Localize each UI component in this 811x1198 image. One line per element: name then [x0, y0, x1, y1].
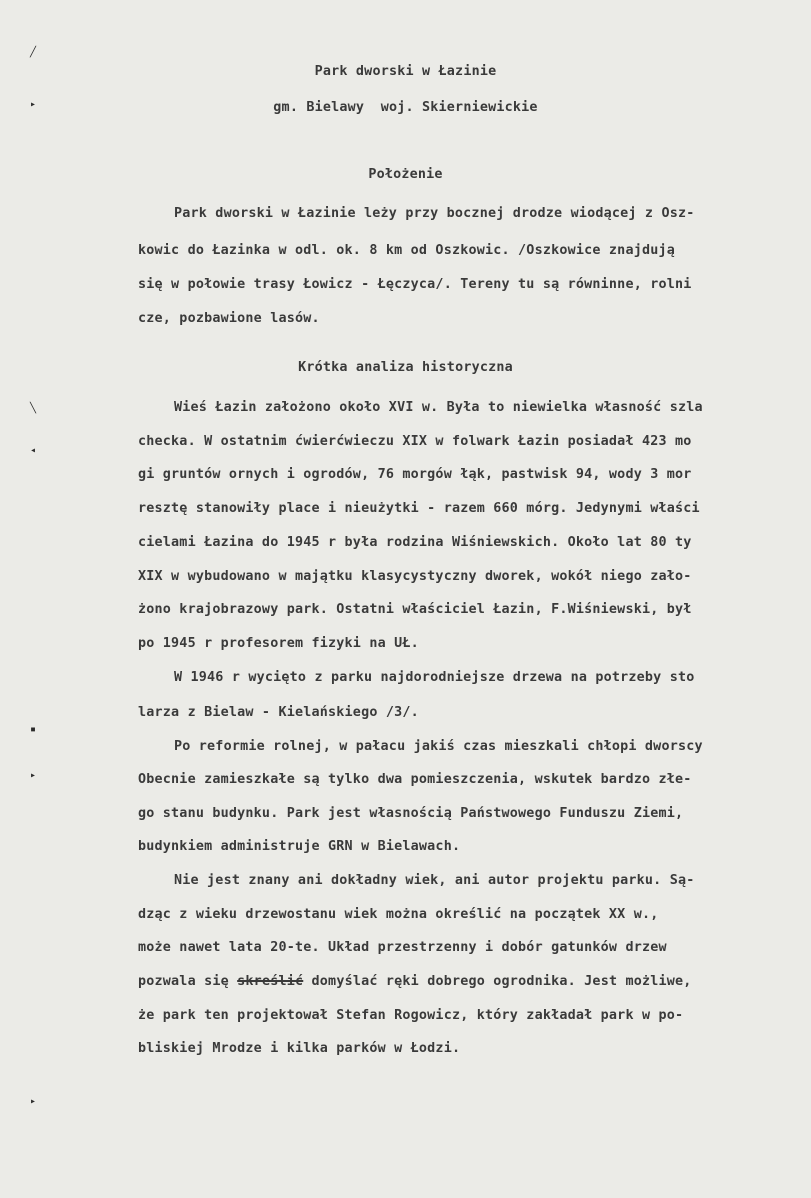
text-line: żono krajobrazowy park. Ostatni właściciel Łazin, F.Wiśniewski, był [138, 602, 692, 617]
margin-mark: ╲ [30, 403, 37, 414]
margin-mark: ▪ [30, 724, 37, 735]
text-line: go stanu budynku. Park jest własnością Państwowego Funduszu Ziemi, [138, 806, 684, 821]
margin-mark: ◂ [30, 445, 37, 456]
margin-mark: ╱ [30, 47, 37, 58]
text-line: że park ten projektował Stefan Rogowicz, który zakładał park w po- [138, 1008, 684, 1023]
text-line [138, 974, 692, 989]
text-segment: domyślać ręki dobrego ogrodnika. Jest możliwe, [303, 974, 692, 989]
text-line: może nawet lata 20-te. Układ przestrzenny i dobór gatunków drzew [138, 940, 667, 955]
text-line: Park dworski w Łazinie leży przy bocznej drodze wiodącej z Osz- [174, 206, 695, 221]
document-title: Park dworski w Łazinie [314, 64, 497, 79]
text-line: Wieś Łazin założono około XVI w. Była to niewielka własność szla [174, 400, 703, 415]
text-line: dząc z wieku drzewostanu wiek można określić na początek XX w., [138, 907, 659, 922]
text-line: Nie jest znany ani dokładny wiek, ani autor projektu parku. Są- [174, 873, 695, 888]
document-subtitle: gm. Bielawy woj. Skierniewickie [273, 100, 538, 115]
text-line: po 1945 r profesorem fizyki na UŁ. [138, 636, 419, 651]
struck-out-word: skreślić [237, 974, 304, 989]
text-line: cze, pozbawione lasów. [138, 311, 320, 326]
section-heading-history: Krótka analiza historyczna [298, 360, 513, 375]
text-line: gi gruntów ornych i ogrodów, 76 morgów łąk, pastwisk 94, wody 3 mor [138, 467, 692, 482]
text-line: budynkiem administruje GRN w Bielawach. [138, 839, 461, 854]
text-line: cielami Łazina do 1945 r była rodzina Wiśniewskich. Około lat 80 ty [138, 535, 692, 550]
text-line: checka. W ostatnim ćwierćwieczu XIX w folwark Łazin posiadał 423 mo [138, 434, 692, 449]
text-line: resztę stanowiły place i nieużytki - razem 660 mórg. Jedynymi właści [138, 501, 700, 516]
text-line: W 1946 r wycięto z parku najdorodniejsze drzewa na potrzeby sto [174, 670, 695, 685]
text-line: kowic do Łazinka w odl. ok. 8 km od Oszkowic. /Oszkowice znajdują [138, 243, 676, 258]
text-line: XIX w wybudowano w majątku klasycystyczny dworek, wokół niego zało- [138, 569, 692, 584]
text-line: się w połowie trasy Łowicz - Łęczyca/. Tereny tu są równinne, rolni [138, 277, 692, 292]
text-line: Po reformie rolnej, w pałacu jakiś czas mieszkali chłopi dworscy [174, 739, 703, 754]
section-heading-location: Położenie [368, 167, 443, 182]
margin-mark: ▸ [30, 99, 37, 110]
text-segment: pozwala się [138, 974, 238, 989]
text-line: Obecnie zamieszkałe są tylko dwa pomieszczenia, wskutek bardzo złe- [138, 772, 692, 787]
margin-mark: ▸ [30, 1096, 37, 1107]
text-line: larza z Bielaw - Kielańskiego /3/. [138, 705, 419, 720]
margin-mark: ▸ [30, 770, 37, 781]
text-line: bliskiej Mrodze i kilka parków w Łodzi. [138, 1041, 461, 1056]
